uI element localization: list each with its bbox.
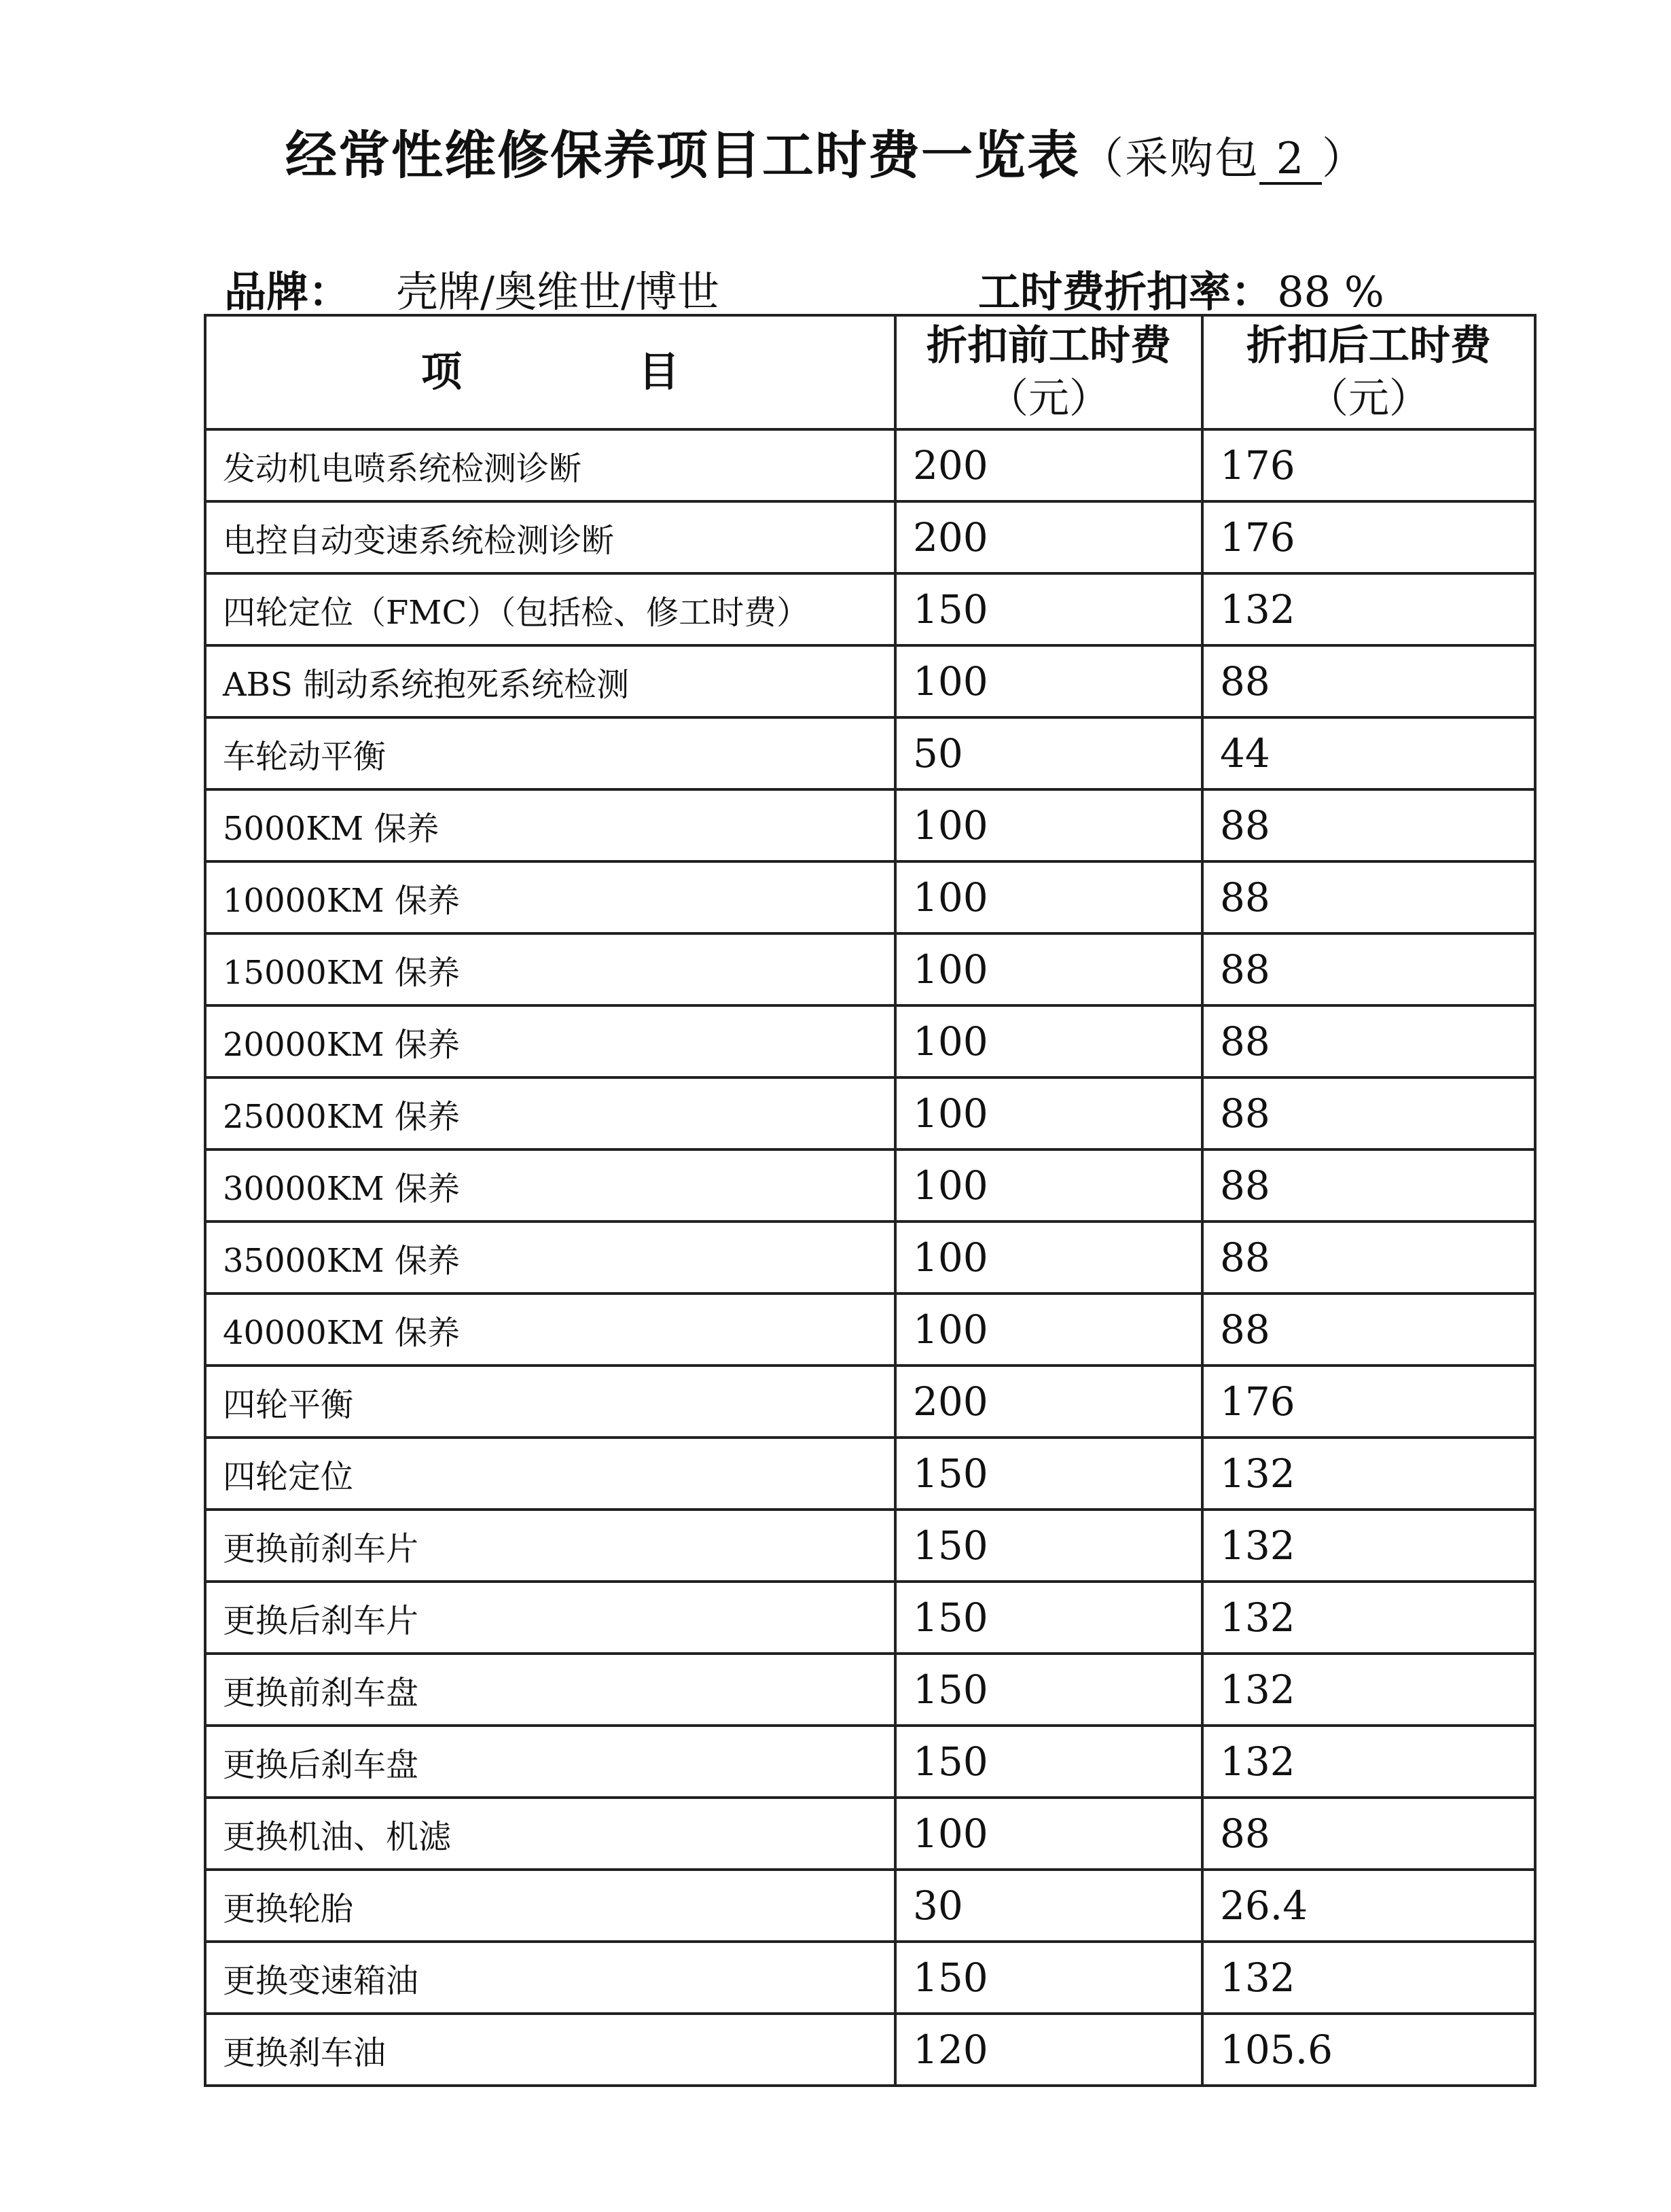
cell-fee-after: 88 (1202, 861, 1535, 933)
cell-item: 更换变速箱油 (205, 1942, 895, 2014)
cell-fee-before: 100 (895, 1294, 1202, 1366)
cell-fee-before: 200 (895, 429, 1202, 501)
header-item: 项目 (205, 315, 895, 429)
cell-fee-after: 26.4 (1202, 1870, 1535, 1942)
table-row (205, 501, 1535, 573)
cell-item: ABS 制动系统抱死系统检测 (205, 645, 895, 717)
discount-rate-value: 88 (1277, 267, 1331, 317)
table-row (205, 1654, 1535, 1726)
table-header-row (205, 315, 1535, 429)
cell-fee-before: 100 (895, 1221, 1202, 1294)
header-after-label: 折扣后工时费 (1246, 322, 1491, 370)
cell-item: 四轮平衡 (205, 1366, 895, 1438)
cell-fee-after: 88 (1202, 1798, 1535, 1870)
table-row (205, 717, 1535, 789)
cell-fee-after: 176 (1202, 501, 1535, 573)
cell-fee-after: 88 (1202, 1077, 1535, 1149)
cell-item: 10000KM 保养 (205, 861, 895, 933)
header-before-discount (895, 315, 1202, 429)
cell-fee-before: 100 (895, 1077, 1202, 1149)
cell-fee-after: 132 (1202, 1582, 1535, 1654)
cell-fee-before: 100 (895, 1005, 1202, 1077)
cell-item: 更换轮胎 (205, 1870, 895, 1942)
table-row (205, 789, 1535, 861)
cell-fee-after: 88 (1202, 1294, 1535, 1366)
cell-fee-before: 100 (895, 789, 1202, 861)
cell-fee-after: 88 (1202, 645, 1535, 717)
cell-item: 电控自动变速系统检测诊断 (205, 501, 895, 573)
brand-line (224, 258, 765, 319)
table-row (205, 1726, 1535, 1798)
cell-fee-after: 132 (1202, 1942, 1535, 2014)
cell-fee-after: 88 (1202, 933, 1535, 1005)
cell-item: 四轮定位（FMC）（包括检、修工时费） (205, 573, 895, 645)
cell-fee-before: 150 (895, 1510, 1202, 1582)
cell-fee-after: 88 (1202, 789, 1535, 861)
table-row (205, 1005, 1535, 1077)
cell-fee-after: 132 (1202, 573, 1535, 645)
table-row (205, 1798, 1535, 1870)
cell-fee-after: 132 (1202, 1726, 1535, 1798)
table-row (205, 429, 1535, 501)
cell-fee-before: 150 (895, 573, 1202, 645)
cell-fee-before: 120 (895, 2014, 1202, 2086)
discount-rate-label: 工时费折扣率： (978, 267, 1274, 317)
cell-item: 40000KM 保养 (205, 1294, 895, 1366)
table-row (205, 1582, 1535, 1654)
cell-fee-before: 150 (895, 1942, 1202, 2014)
cell-fee-after: 88 (1202, 1221, 1535, 1294)
cell-item: 更换刹车油 (205, 2014, 895, 2086)
discount-rate-unit: % (1344, 267, 1384, 317)
cell-item: 更换后刹车盘 (205, 1726, 895, 1798)
cell-fee-before: 30 (895, 1870, 1202, 1942)
cell-fee-before: 150 (895, 1726, 1202, 1798)
table-row (205, 2014, 1535, 2086)
header-after-unit: （元） (1308, 375, 1430, 423)
cell-fee-before: 150 (895, 1438, 1202, 1510)
brand-label: 品牌： (224, 267, 351, 317)
title-close: ） (1322, 134, 1367, 184)
discount-rate-line (978, 258, 1388, 319)
cell-fee-after: 176 (1202, 429, 1535, 501)
cell-item: 四轮定位 (205, 1438, 895, 1510)
cell-item: 更换前刹车片 (205, 1510, 895, 1582)
header-before-unit: （元） (988, 375, 1110, 423)
cell-item: 车轮动平衡 (205, 717, 895, 789)
cell-fee-after: 132 (1202, 1654, 1535, 1726)
cell-fee-before: 200 (895, 1366, 1202, 1438)
cell-item: 35000KM 保养 (205, 1221, 895, 1294)
cell-item: 更换机油、机滤 (205, 1798, 895, 1870)
cell-item: 30000KM 保养 (205, 1149, 895, 1221)
cell-fee-before: 200 (895, 501, 1202, 573)
title-main: 经常性维修保养项目工时费一览表 (285, 125, 1080, 185)
table-row (205, 1942, 1535, 2014)
cell-fee-after: 132 (1202, 1510, 1535, 1582)
table-row (205, 1149, 1535, 1221)
labor-fee-table (204, 314, 1537, 2087)
cell-fee-before: 100 (895, 1149, 1202, 1221)
table-row (205, 1510, 1535, 1582)
cell-item: 15000KM 保养 (205, 933, 895, 1005)
table-row (205, 1294, 1535, 1366)
table-row (205, 573, 1535, 645)
package-number: 2 (1259, 137, 1322, 185)
cell-fee-before: 100 (895, 861, 1202, 933)
cell-item: 更换前刹车盘 (205, 1654, 895, 1726)
cell-fee-after: 88 (1202, 1005, 1535, 1077)
cell-fee-after: 88 (1202, 1149, 1535, 1221)
table-row (205, 1366, 1535, 1438)
header-before-label: 折扣前工时费 (927, 322, 1171, 370)
table-row (205, 933, 1535, 1005)
cell-fee-before: 50 (895, 717, 1202, 789)
table-row (205, 1221, 1535, 1294)
brand-value: 壳牌/奥维世/博世 (351, 270, 765, 317)
cell-fee-after: 105.6 (1202, 2014, 1535, 2086)
table-row (205, 645, 1535, 717)
cell-fee-after: 44 (1202, 717, 1535, 789)
cell-item: 20000KM 保养 (205, 1005, 895, 1077)
table-row (205, 1870, 1535, 1942)
cell-fee-before: 150 (895, 1654, 1202, 1726)
cell-item: 5000KM 保养 (205, 789, 895, 861)
discount-rate-field (1273, 267, 1388, 317)
cell-fee-before: 100 (895, 933, 1202, 1005)
title-suffix (1080, 134, 1367, 184)
page-title (285, 114, 1367, 188)
cell-fee-after: 176 (1202, 1366, 1535, 1438)
table-row (205, 861, 1535, 933)
cell-fee-before: 100 (895, 645, 1202, 717)
cell-fee-after: 132 (1202, 1438, 1535, 1510)
table-row (205, 1077, 1535, 1149)
cell-fee-before: 100 (895, 1798, 1202, 1870)
cell-item: 发动机电喷系统检测诊断 (205, 429, 895, 501)
cell-fee-before: 150 (895, 1582, 1202, 1654)
cell-item: 更换后刹车片 (205, 1582, 895, 1654)
cell-item: 25000KM 保养 (205, 1077, 895, 1149)
table-body (205, 429, 1535, 2086)
table-row (205, 1438, 1535, 1510)
title-prefix: （采购包 (1080, 134, 1259, 184)
header-after-discount (1202, 315, 1535, 429)
